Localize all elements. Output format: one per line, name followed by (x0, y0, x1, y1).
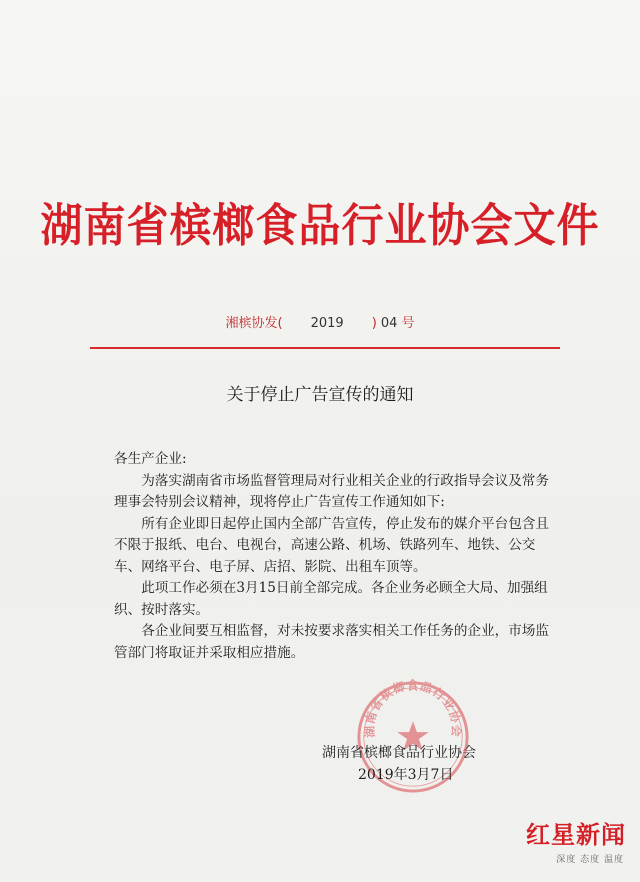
notice-body (114, 449, 560, 664)
watermark-brand: 红星新闻 (526, 821, 626, 849)
doc-number-prefix: 湘槟协发( (225, 316, 283, 331)
doc-number-value: 04 (380, 316, 398, 331)
signature-date: 2019年3月7日 (358, 767, 454, 783)
doc-number-year: 2019 (310, 316, 344, 331)
watermark-logo (496, 820, 626, 870)
doc-number-suffix: 号 (401, 316, 415, 331)
red-divider-line (90, 347, 560, 349)
signature-org: 湖南省槟榔食品行业协会 (322, 745, 476, 761)
body-paragraph-3: 此项工作必须在3月15日前全部完成。各企业务必顾全大局、加强组织、按时落实。 (114, 580, 548, 618)
doc-number-mid: ) (371, 316, 377, 331)
seal-text: 湖南省槟榔食品行业协会 (362, 678, 464, 739)
document-number (0, 314, 640, 334)
signature-block (300, 742, 540, 786)
salutation: 各生产企业: (114, 451, 187, 467)
watermark-tagline: 深度 态度 温度 (556, 855, 624, 865)
body-paragraph-1: 为落实湖南省市场监督管理局对行业相关企业的行政指导会议及常务理事会特别会议精神，现将停止广告宣传工作通知如下: (114, 472, 549, 510)
body-paragraph-2: 所有企业即日起停止国内全部广告宣传，停止发布的媒介平台包含且不限于报纸、电台、电视台，高速公路、机场、铁路列车、地铁、公交车、网络平台、电子屏、店招、影院、出租车顶等。 (114, 515, 549, 575)
document-header-title: 湖南省槟榔食品行业协会文件 (40, 199, 600, 252)
notice-title: 关于停止广告宣传的通知 (226, 385, 414, 405)
body-paragraph-4: 各企业间要互相监督，对未按要求落实相关工作任务的企业，市场监管部门将取证并采取相应措施。 (114, 623, 549, 661)
